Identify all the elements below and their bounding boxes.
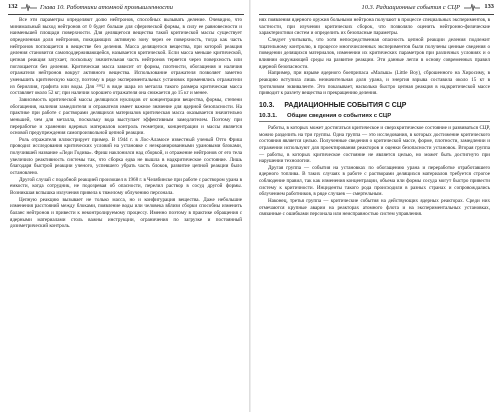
paragraph: Роль отражателя иллюстрирует пример. В 1944 г. в Лос-Аламосе известный ученый Отто Фриш проводил исследования критических условий на установке с неэкранированными урановыми блоками, получившей название «Леди Годива». Фриш наклонился над сборкой, и отражение нейтронов от его тела увеличило реактивность системы так, что сборка едва не вышла в надкритическое состояние. Лишь благодаря быстрой реакции ученого, успевшего убрать часть блоков, развитие цепной реакции было остановлено. — [10, 136, 242, 177]
running-title: Глава 10. Работники атомной промышленности — [40, 4, 173, 11]
page-header — [8, 2, 244, 15]
page-header — [259, 2, 494, 15]
paragraph: Следует учитывать, что хотя непосредственная опасность цепной реакции деления подлежит тщательному контролю, в процессе многочисленных экспериментов были получены ценные сведения о поведении делящихся материалов, изменении их критических параметров при различных условиях и о влиянии окружающей среды на развитие реакции. Эти данные легли в основу современных правил ядерной безопасности. — [259, 36, 490, 70]
subsection-heading — [259, 112, 490, 122]
page-body — [259, 17, 490, 408]
subsection-number: 10.3.1. — [259, 112, 278, 119]
paragraph: Например, при взрыве ядерного боеприпаса «Малыш» (Little Boy), сброшенного на Хиросиму, в реакцию вступила лишь незначительная доля урана, и энергия взрыва составила около 15 кт в тротиловом эквиваленте. Это показывает, насколько быстро цепная реакция в надкритической массе приводит к разлету вещества и прекращению деления. — [259, 70, 490, 97]
section-number: 10.3. — [259, 101, 275, 109]
heartbeat-icon — [464, 2, 480, 12]
right-page — [251, 0, 500, 412]
running-title: 10.3. Радиационные события с СЦР — [361, 4, 460, 11]
page-number: 132 — [8, 3, 18, 10]
paragraph: Зависимость критической массы делящихся нуклидов от концентрации вещества, формы, степени обогащения, наличия замедлителя и отражателя имеет важное значение для ядерной безопасности. На практике при работе с растворами делящихся материалов критическая масса оказывается значительно меньшей, чем для металла, поскольку вода выступает эффективным замедлителем. Поэтому при переработке и хранении ядерных материалов контроль геометрии, концентрации и массы является основой предупреждения самопроизвольной цепной реакции. — [10, 96, 242, 137]
page-number: 133 — [484, 3, 494, 10]
section-title: РАДИАЦИОННЫЕ СОБЫТИЯ С СЦР — [284, 101, 407, 109]
page-body — [10, 17, 242, 408]
section-heading — [259, 101, 490, 110]
paragraph: Работы, в которых может достигаться критическое и сверхкритическое состояние и развиваться СЦР, можно разделить на три группы. Одна группа — это исследования, в которых достижение критического состояния является целью. Полученные сведения о критической массе, форме, плотности, замедлении и отражении используют для проектирования реакторов и оценки безопасности установок. Вторая группа — работы, в которых критическое состояние не является целью, но может быть достигнуто при нарушении технологии. — [259, 124, 490, 165]
paragraph: Все эти параметры определяют долю нейтронов, способных вызывать деление. Очевидно, что минимальный выход нейтронов от 0 будет больше для сферической формы, в силу ее равновесности и наименьшей площади поверхности. Для делящегося вещества такой критической массы существует определенная доля нейтронов, покидающих активную зону через ее поверхность, тогда как часть нейтронов поглощается в веществе без деления. Масса делящегося вещества, при которой реакция деления становится самоподдерживающейся, называется критической. Если масса меньше критической, цепная реакция затухает, поскольку значительная часть нейтронов теряется через поверхность или поглощается без деления. Критическая масса зависит от формы, плотности, обогащения и наличия отражателя нейтронов вокруг активного вещества. Использование отражателя позволяет заметно уменьшить критическую массу, поэтому в ряде экспериментальных установок применялись отражатели из бериллия, графита или воды. Для ²³⁵U в виде шара из металла такого размера критическая масса составляет около 52 кг; при наличии хорошего отражателя она снижается до 15 кг и менее. — [10, 17, 242, 97]
heartbeat-icon — [21, 2, 37, 12]
subsection-title: Общие сведения о событиях с СЦР — [287, 112, 392, 119]
paragraph: Наконец, третья группа — критические события на действующих ядерных реакторах. Среди них отмечаются крупные аварии на реакторах атомного флота и на экспериментальных установках, связанные с ошибками персонала или неисправностью систем управления. — [259, 198, 490, 218]
paragraph: Другая группа — события на установках по обогащению урана и переработке отработавшего ядерного топлива. В таких случаях в работе с растворами делящихся материалов требуется строгое соблюдение правил, так как изменения концентрации, объема или формы сосуда могут быстро привести систему к критичности. Инциденты такого рода происходили в разных странах и сопровождались облучением работников, в ряде случаев — смертельным. — [259, 164, 490, 198]
paragraph: Цепную реакцию вызывает не только масса, но и конфигурация вещества. Даже небольшие изменения расстояний между блоками, появление воды или человека вблизи сборки способны изменить баланс нейтронов и привести к неконтролируемому процессу. Именно поэтому в практике обращения с ядерными материалами столь важны инструкции, ограничения по загрузке и постоянный дозиметрический контроль. — [10, 196, 242, 230]
paragraph: Другой случай с подобной реакцией произошел в 1968 г. в Челябинске при работе с раствором урана в емкости, когда сотрудник, не подозревая об опасности, перелил раствор в сосуд другой формы. Возникшая вспышка излучения привела к тяжелому облучению персонала. — [10, 176, 242, 197]
paragraph: нях появления ядерного оружия больными нейтрона получают в процессе специальных экспериментов, в частности, при изучении критических сборок, что позволяло оценить нейтронно-физические характеристики систем и определить их безопасные параметры. — [259, 17, 490, 37]
